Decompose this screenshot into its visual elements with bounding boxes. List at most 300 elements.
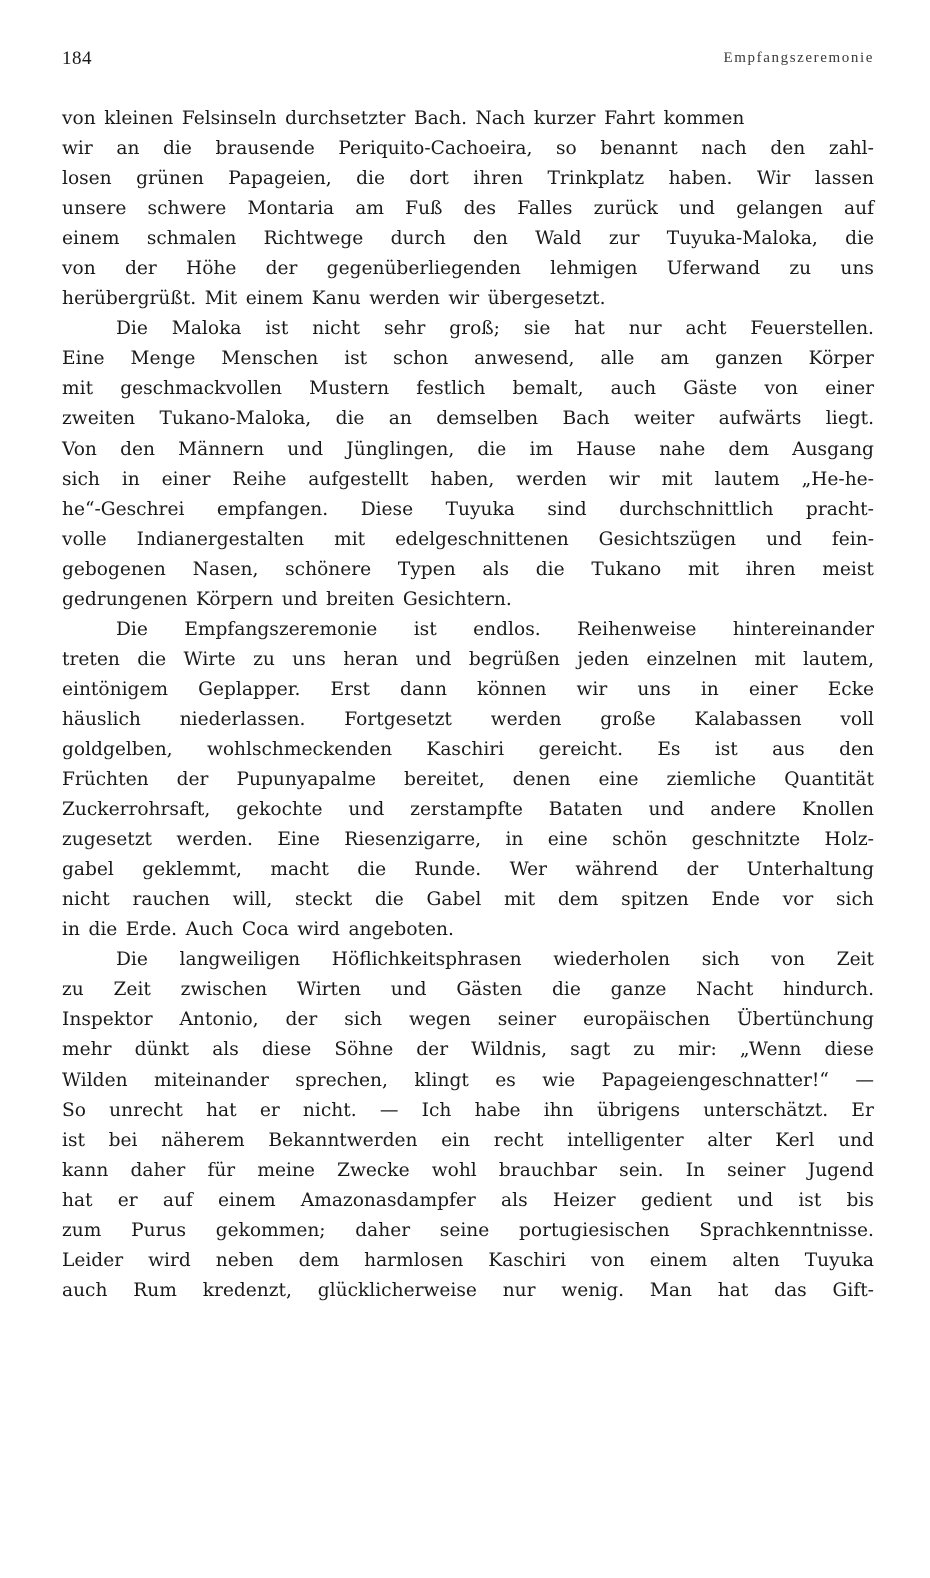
- text-line: [62, 825, 874, 855]
- running-title: Empfangszeremonie: [723, 50, 874, 66]
- word: Gästen: [456, 979, 523, 1001]
- book-page: [62, 0, 874, 1578]
- word: Maloka: [171, 318, 242, 340]
- word: wiederholen: [553, 949, 671, 971]
- word: Er: [851, 1099, 874, 1121]
- word: uns: [637, 678, 671, 700]
- word: Inspektor: [62, 1009, 153, 1031]
- word: breiten: [326, 588, 395, 610]
- text-line: [62, 194, 874, 224]
- word: wohl: [431, 1159, 477, 1181]
- word: ihren: [473, 168, 524, 190]
- word: nicht: [62, 889, 110, 911]
- word: brausende: [215, 138, 315, 160]
- word: Quantität: [784, 769, 874, 791]
- word: gelangen: [736, 198, 823, 220]
- word: Zuckerrohrsaft,: [62, 799, 211, 821]
- word: und: [737, 1189, 774, 1211]
- word: Geplapper.: [198, 678, 301, 700]
- word: Empfangszeremonie: [184, 618, 378, 640]
- word: benannt: [600, 138, 678, 160]
- word: zerstampfte: [410, 799, 523, 821]
- word: mit: [62, 378, 94, 400]
- word: durchschnittlich: [619, 498, 774, 520]
- word: das: [774, 1279, 807, 1301]
- word: in: [505, 829, 524, 851]
- word: einzelnen: [646, 648, 738, 670]
- word: seine: [439, 1219, 490, 1241]
- word: von: [764, 378, 799, 400]
- body-text: [62, 104, 874, 1306]
- word: haben,: [430, 468, 495, 490]
- word: übrigens: [596, 1099, 680, 1121]
- text-line: [62, 254, 874, 284]
- word: und: [390, 979, 427, 1001]
- word: Hause: [576, 438, 637, 460]
- word: im: [529, 438, 554, 460]
- word: übergesetzt.: [487, 288, 606, 310]
- text-line: [62, 1096, 874, 1126]
- text-line: [62, 1156, 874, 1186]
- word: heran: [343, 648, 399, 670]
- word: festlich: [416, 378, 486, 400]
- word: mehr: [62, 1039, 112, 1061]
- word: Wir: [756, 168, 791, 190]
- word: in: [121, 468, 140, 490]
- word: sehr: [383, 318, 426, 340]
- word: ist: [62, 1129, 85, 1151]
- word: Ich: [421, 1099, 452, 1121]
- word: ziemliche: [666, 769, 757, 791]
- word: In: [685, 1159, 706, 1181]
- word: Söhne: [334, 1039, 394, 1061]
- word: herübergrüßt.: [62, 288, 197, 310]
- word: zur: [608, 228, 640, 250]
- word: der: [265, 258, 298, 280]
- text-line: [62, 705, 874, 735]
- word: schön: [612, 829, 668, 851]
- text-line: [62, 945, 874, 975]
- text-line: [62, 915, 874, 945]
- word: die: [845, 228, 874, 250]
- word: der: [416, 1039, 449, 1061]
- word: Fortgesetzt: [344, 708, 452, 730]
- word: dem: [557, 889, 599, 911]
- word: meist: [822, 558, 874, 580]
- word: macht: [270, 859, 329, 881]
- word: Auch: [185, 919, 234, 941]
- word: er: [259, 1099, 280, 1121]
- word: Reihe: [232, 468, 287, 490]
- word: Holz-: [824, 829, 874, 851]
- word: edelgeschnittenen: [395, 528, 569, 550]
- word: spitzen: [621, 889, 689, 911]
- word: meine: [257, 1159, 315, 1181]
- word: glücklicherweise: [317, 1279, 477, 1301]
- word: Gesichtern.: [402, 588, 512, 610]
- word: jeden: [577, 648, 629, 670]
- word: Uferwand: [666, 258, 761, 280]
- word: von: [62, 108, 96, 129]
- word: —: [379, 1099, 399, 1121]
- word: eintönigem: [62, 678, 169, 700]
- word: kommen: [663, 108, 745, 129]
- word: Man: [649, 1279, 692, 1301]
- word: Die: [116, 618, 148, 640]
- word: der: [686, 859, 719, 881]
- word: Höflichkeitsphrasen: [331, 949, 522, 971]
- word: die: [551, 979, 581, 1001]
- word: Kaschiri: [488, 1249, 567, 1271]
- word: Pupunyapalme: [236, 769, 376, 791]
- word: ist: [265, 318, 289, 340]
- word: von: [62, 258, 96, 280]
- word: klingt: [414, 1069, 469, 1091]
- word: den: [839, 738, 874, 760]
- word: werden: [490, 708, 562, 730]
- word: hindurch.: [783, 979, 874, 1001]
- word: Wildnis,: [471, 1039, 548, 1061]
- word: Antonio,: [179, 1009, 259, 1031]
- word: ganze: [610, 979, 667, 1001]
- word: zugesetzt: [62, 829, 152, 851]
- word: lautem,: [802, 648, 874, 670]
- word: nach: [701, 138, 747, 160]
- word: von: [771, 949, 805, 971]
- word: Körper: [808, 348, 874, 370]
- word: ist: [344, 348, 368, 370]
- word: die: [374, 889, 404, 911]
- word: Ausgang: [792, 438, 874, 460]
- word: vor: [782, 889, 814, 911]
- word: andere: [710, 799, 777, 821]
- word: einem: [62, 228, 120, 250]
- text-line: [62, 555, 874, 585]
- page-number: 184: [62, 48, 92, 69]
- word: durch: [390, 228, 446, 250]
- word: Amazonasdampfer: [300, 1189, 476, 1211]
- word: Eine: [62, 348, 105, 370]
- word: gereicht.: [538, 738, 623, 760]
- word: Knollen: [802, 799, 874, 821]
- word: geklemmt,: [142, 859, 242, 881]
- word: begrüßen: [468, 648, 560, 670]
- word: grünen: [136, 168, 204, 190]
- word: Tuyuka: [804, 1249, 874, 1271]
- word: seiner: [727, 1159, 786, 1181]
- word: schönere: [285, 558, 372, 580]
- word: Jugend: [807, 1159, 874, 1181]
- word: Von: [62, 438, 97, 460]
- word: liegt.: [825, 408, 874, 430]
- word: steckt: [295, 889, 353, 911]
- word: werden.: [176, 829, 253, 851]
- word: —: [855, 1069, 874, 1091]
- word: ihn: [543, 1099, 574, 1121]
- word: und: [838, 1129, 874, 1151]
- word: volle: [62, 528, 107, 550]
- word: Periquito-Cachoeira,: [338, 138, 533, 160]
- word: schmalen: [146, 228, 237, 250]
- word: zwischen: [180, 979, 268, 1001]
- text-line: [62, 344, 874, 374]
- word: losen: [62, 168, 112, 190]
- text-line: [62, 1246, 874, 1276]
- word: zurück: [593, 198, 658, 220]
- word: zahl-: [828, 138, 874, 160]
- word: Tukano-Maloka,: [159, 408, 312, 430]
- word: während: [575, 859, 659, 881]
- text-line: [62, 1005, 874, 1035]
- word: brauchbar: [498, 1159, 598, 1181]
- word: einem: [218, 1189, 276, 1211]
- word: voll: [840, 708, 874, 730]
- word: der: [285, 1009, 318, 1031]
- word: an: [388, 408, 412, 430]
- word: Fahrt: [604, 108, 656, 129]
- word: zum: [62, 1219, 102, 1241]
- text-line: [62, 465, 874, 495]
- word: weiter: [633, 408, 695, 430]
- word: dem: [298, 1249, 340, 1271]
- word: die: [137, 648, 167, 670]
- word: kann: [62, 1159, 109, 1181]
- word: ist: [714, 738, 738, 760]
- word: „Wenn: [739, 1039, 802, 1061]
- word: die: [335, 408, 365, 430]
- word: Nach: [475, 108, 526, 129]
- word: Zeit: [836, 949, 874, 971]
- word: Nasen,: [192, 558, 259, 580]
- word: einem: [245, 288, 304, 310]
- word: des: [463, 198, 497, 220]
- word: aus: [772, 738, 805, 760]
- word: ein: [441, 1129, 471, 1151]
- word: gegenüberliegenden: [326, 258, 521, 280]
- text-line: [62, 404, 874, 434]
- word: acht: [685, 318, 727, 340]
- text-line: [62, 585, 874, 615]
- word: hat: [574, 318, 605, 340]
- word: Papageiengeschnatter!“: [601, 1069, 829, 1091]
- word: Eine: [277, 829, 320, 851]
- word: Mit: [204, 288, 238, 310]
- word: kredenzt,: [202, 1279, 292, 1301]
- word: empfangen.: [216, 498, 329, 520]
- word: miteinander: [154, 1069, 269, 1091]
- word: will,: [232, 889, 273, 911]
- word: als: [501, 1189, 528, 1211]
- word: Tuyuka: [445, 498, 515, 520]
- word: mit: [334, 528, 366, 550]
- word: Reihenweise: [577, 618, 697, 640]
- text-line: [62, 104, 874, 134]
- word: aufwärts: [718, 408, 802, 430]
- word: Zeit: [113, 979, 151, 1001]
- word: nur: [628, 318, 662, 340]
- word: haben.: [668, 168, 733, 190]
- word: dort: [409, 168, 449, 190]
- text-line: [62, 765, 874, 795]
- word: Ecke: [827, 678, 874, 700]
- word: Gesichtszügen: [598, 528, 737, 550]
- word: wir: [62, 138, 93, 160]
- word: wir: [576, 678, 608, 700]
- word: Die: [116, 318, 148, 340]
- word: Indianergestalten: [136, 528, 305, 550]
- word: am: [660, 348, 690, 370]
- word: häuslich: [62, 708, 141, 730]
- text-line: [62, 1126, 874, 1156]
- word: bis: [846, 1189, 874, 1211]
- word: und: [648, 799, 685, 821]
- word: den: [473, 228, 508, 250]
- word: hat: [206, 1099, 237, 1121]
- word: dann: [400, 678, 447, 700]
- word: unterschätzt.: [703, 1099, 829, 1121]
- word: sagt: [570, 1039, 611, 1061]
- word: in: [62, 919, 80, 941]
- word: endlos.: [473, 618, 541, 640]
- word: wegen: [409, 1009, 471, 1031]
- text-line: [62, 885, 874, 915]
- word: sich: [344, 1009, 383, 1031]
- word: Gabel: [426, 889, 482, 911]
- word: nicht.: [302, 1099, 357, 1121]
- word: einer: [161, 468, 211, 490]
- word: Kanu: [311, 288, 361, 310]
- word: Leider: [62, 1249, 124, 1271]
- word: Kerl: [775, 1129, 815, 1151]
- text-line: [62, 134, 874, 164]
- word: wie: [542, 1069, 576, 1091]
- word: Zwecke: [337, 1159, 410, 1181]
- word: Bach.: [413, 108, 467, 129]
- word: So: [62, 1099, 86, 1121]
- word: zu: [633, 1039, 656, 1061]
- word: durchsetzter: [285, 108, 406, 129]
- word: Wald: [535, 228, 582, 250]
- word: mit: [661, 468, 693, 490]
- word: he“-Geschrei: [62, 498, 185, 520]
- word: Bekanntwerden: [268, 1129, 418, 1151]
- word: er: [117, 1189, 138, 1211]
- word: Übertünchung: [736, 1009, 874, 1031]
- word: Höhe: [185, 258, 237, 280]
- word: Die: [116, 949, 148, 971]
- word: zu: [253, 648, 275, 670]
- word: ist: [413, 618, 437, 640]
- word: ganzen: [714, 348, 783, 370]
- word: und: [281, 588, 318, 610]
- word: mit: [754, 648, 786, 670]
- text-line: [62, 284, 874, 314]
- word: an: [116, 138, 140, 160]
- word: Gift-: [832, 1279, 874, 1301]
- word: harmlosen: [364, 1249, 464, 1271]
- word: lehmigen: [550, 258, 638, 280]
- word: kleinen: [104, 108, 174, 129]
- word: Erde.: [125, 919, 178, 941]
- word: bemalt,: [512, 378, 584, 400]
- word: die: [88, 919, 118, 941]
- word: nur: [502, 1279, 536, 1301]
- word: niederlassen.: [179, 708, 306, 730]
- word: und: [679, 198, 715, 220]
- word: daher: [130, 1159, 186, 1181]
- word: schwere: [147, 198, 227, 220]
- word: Feuerstellen.: [750, 318, 874, 340]
- word: anwesend,: [474, 348, 575, 370]
- word: Bach: [562, 408, 610, 430]
- word: alten: [732, 1249, 780, 1271]
- word: demselben: [436, 408, 539, 430]
- word: wenig.: [561, 1279, 625, 1301]
- word: Montaria: [247, 198, 335, 220]
- text-line: [62, 495, 874, 525]
- word: diese: [261, 1039, 312, 1061]
- word: Erst: [330, 678, 370, 700]
- word: auch: [610, 378, 657, 400]
- word: zweiten: [62, 408, 136, 430]
- word: die: [357, 859, 387, 881]
- word: werden: [369, 288, 440, 310]
- word: und: [415, 648, 452, 670]
- word: hat: [717, 1279, 749, 1301]
- word: gebogenen: [62, 558, 166, 580]
- word: Runde.: [414, 859, 482, 881]
- word: und: [287, 438, 324, 460]
- word: Bataten: [548, 799, 623, 821]
- word: Menge: [130, 348, 196, 370]
- word: unrecht: [109, 1099, 183, 1121]
- word: Kalabassen: [694, 708, 802, 730]
- word: daher: [355, 1219, 411, 1241]
- word: Es: [657, 738, 681, 760]
- word: und: [766, 528, 802, 550]
- text-line: [62, 1066, 874, 1096]
- word: diese: [824, 1039, 874, 1061]
- word: groß;: [449, 318, 500, 340]
- word: unsere: [62, 198, 127, 220]
- text-line: [62, 645, 874, 675]
- word: Mustern: [309, 378, 390, 400]
- word: sprechen,: [295, 1069, 388, 1091]
- word: wohlschmeckenden: [206, 738, 393, 760]
- text-line: [62, 164, 874, 194]
- word: Falles: [517, 198, 573, 220]
- word: eine: [598, 769, 639, 791]
- word: Rum: [133, 1279, 177, 1301]
- word: dem: [728, 438, 769, 460]
- word: die: [356, 168, 385, 190]
- word: am: [355, 198, 385, 220]
- word: große: [600, 708, 656, 730]
- text-line: [62, 314, 874, 344]
- word: Ende: [711, 889, 760, 911]
- word: sie: [523, 318, 551, 340]
- word: auf: [844, 198, 874, 220]
- word: den: [770, 138, 806, 160]
- word: sind: [547, 498, 587, 520]
- word: seiner: [497, 1009, 557, 1031]
- word: gedrungenen: [62, 588, 188, 610]
- text-line: [62, 795, 874, 825]
- word: Felsinseln: [181, 108, 277, 129]
- word: nahe: [659, 438, 706, 460]
- word: Trinkplatz: [547, 168, 645, 190]
- word: Tukano: [591, 558, 662, 580]
